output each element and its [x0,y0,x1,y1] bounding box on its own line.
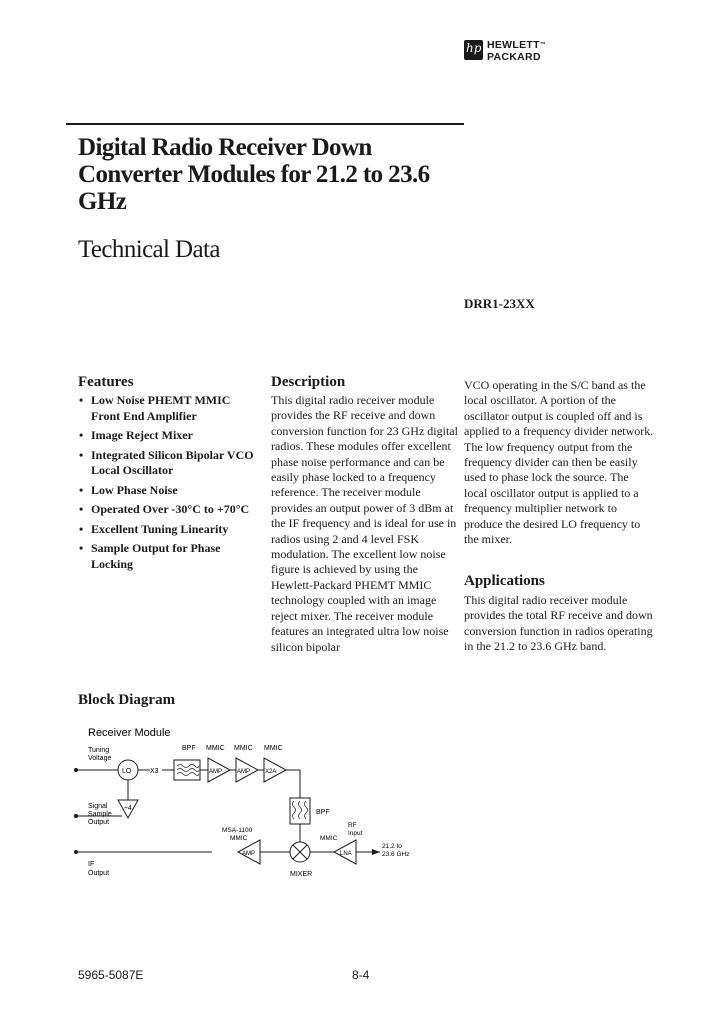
page-number: 8-4 [352,968,370,982]
block-diagram [64,720,444,890]
x2a-label: X2A [265,769,277,775]
bpf-top [174,760,200,780]
freq-label-2: 23.6 GHz [382,851,410,858]
lna-label: LNA [340,851,352,857]
mmic-1-label: MMIC [206,745,225,752]
msa-label: MSA-1100 [222,827,253,834]
lna-mmic-label: MMIC [320,835,338,842]
voltage-label: Voltage [88,755,112,762]
document-subtitle: Technical Data [78,236,220,263]
bpf-top-label: BPF [182,745,196,752]
hp-logo-mark: hp [464,40,483,60]
rf-label: RF [348,822,357,829]
if-label: IF [88,861,95,868]
feature-item: • Excellent Tuning Linearity [78,522,258,538]
x3-label: X3 [150,768,159,775]
if-amp-label: AMP [242,851,256,857]
description-text: This digital radio receiver module provides the RF receive and down conversion function for 23 GHz digital radios. These modules offer excellent phase noise performance and can be easily phase locked to a frequency reference. The receiver module provides an output power of 3 dBm at the IF frequency and is ideal for use in radios using 2 and 4 level FSK modulation. The excellent low noise figure is achieved by using the Hewlett-Packard PHEMT MMIC technology coupled with an image reject mixer. The receiver module features an integrated ultra low noise silicon bipolar [271,393,458,654]
output-label: Output [88,819,110,826]
sample-label: Sample [88,811,112,818]
amp-2-label: AMP [237,769,251,775]
document-number: 5965-5087E [78,968,144,982]
mmic-2-label: MMIC [234,745,253,752]
feature-item: • Operated Over -30°C to +70°C [78,502,258,518]
document-title: Digital Radio Receiver Down Converter Modules for 21.2 to 23.6 GHz [78,134,430,215]
filter-icon [177,765,199,776]
bpf-side-label: BPF [316,809,330,816]
description-heading: Description [271,374,346,390]
amp-1-label: AMP [209,769,223,775]
divider-label: ÷4 [124,805,132,812]
feature-item: • Low Noise PHEMT MMIC Front End Amplifier [78,393,258,424]
part-number: DRR1-23XX [464,296,535,311]
description-continuation: VCO operating in the S/C band as the local oscillator. A portion of the oscillator output is coupled off and is applied to a frequency divider network. The low frequency output from the frequency divider can then be easily used to phase lock the source. The local oscillator output is applied to a frequency multiplier network to produce the desired LO frequency to the mixer. [464,378,654,547]
filter-icon [293,801,308,819]
features-heading: Features [78,374,134,390]
feature-item: • Low Phase Noise [78,483,258,499]
signal-label: Signal [88,803,108,810]
hp-logo [464,38,574,66]
features-list [78,393,258,576]
mixer-label: MIXER [290,871,313,878]
lo-label: LO [122,768,132,775]
module-label: Receiver Module [88,727,171,739]
feature-item: • Integrated Silicon Bipolar VCO Local Oscillator [78,448,258,479]
mmic-3-label: MMIC [264,745,283,752]
feature-item: • Sample Output for Phase Locking [78,541,258,572]
tuning-label: Tuning [88,747,110,754]
msa-mmic-label: MMIC [230,835,248,842]
applications-heading: Applications [464,573,545,589]
rf-input-label: Input [348,830,363,837]
arrow-icon [372,849,380,855]
freq-label-1: 21.2 to [382,843,402,850]
applications-text: This digital radio receiver module provides the total RF receive and down conversion function in radios operating in the 21.2 to 23.6 GHz band. [464,593,653,654]
top-rule [66,123,464,125]
company-name: HEWLETT™ PACKARD [487,39,547,63]
block-diagram-heading: Block Diagram [78,692,176,708]
if-output-label: Output [88,870,110,877]
feature-item: • Image Reject Mixer [78,428,258,444]
